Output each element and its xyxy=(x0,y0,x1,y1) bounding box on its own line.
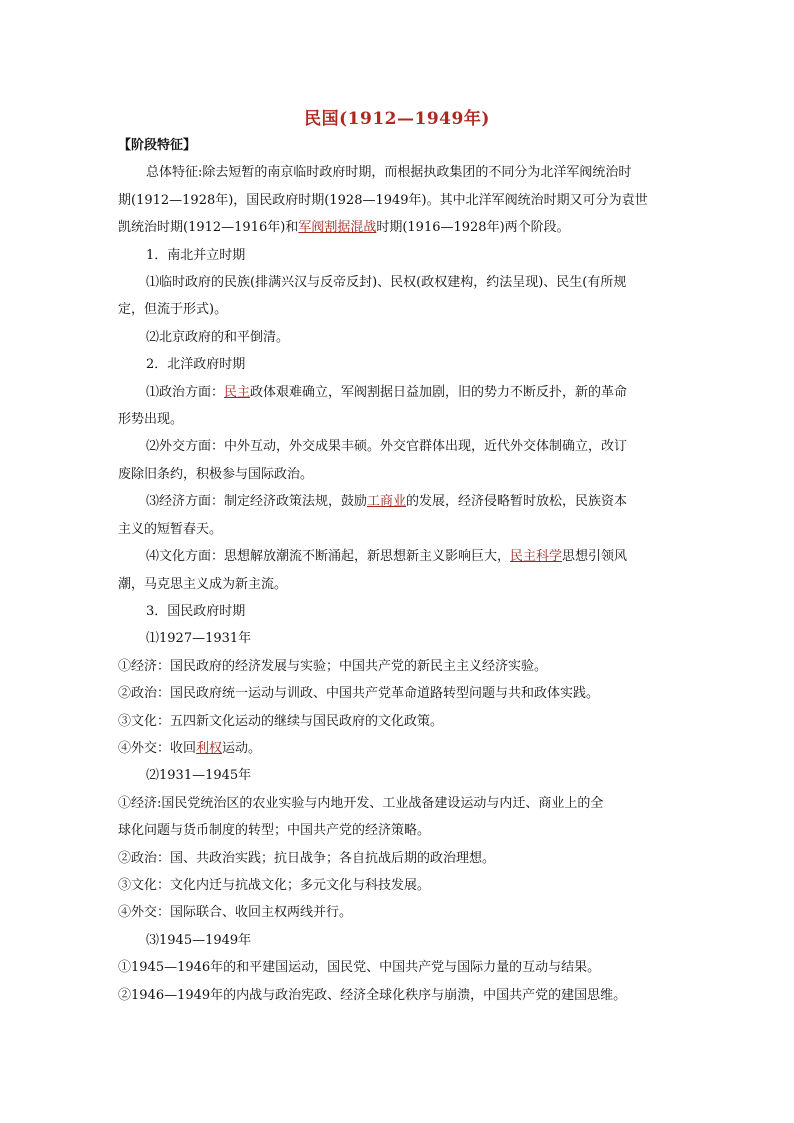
paragraph-line: 主义的短暂春天。 xyxy=(118,521,223,537)
paragraph-text: ⑷文化方面：思想解放潮流不断涌起，新思想新主义影响巨大， xyxy=(146,549,511,565)
paragraph-line: ⑵北京政府的和平倒清。 xyxy=(146,329,290,345)
overview-line xyxy=(118,214,678,241)
part3-heading: 3．国民政府时期 xyxy=(146,603,246,619)
list-item xyxy=(118,735,678,762)
paragraph-line: ⑴临时政府的民族(排满兴汉与反帝反封)、民权(政权建构，约法呈现)、民生(有所规 xyxy=(146,275,627,291)
paragraph-line: 废除旧条约，积极参与国际政治。 xyxy=(118,466,314,482)
democracy-science-link[interactable]: 民主科学 xyxy=(510,549,563,565)
paragraph-text: ⑴政治方面： xyxy=(146,384,225,400)
paragraph-line: 潮，马克思主义成为新主流。 xyxy=(118,576,288,592)
overview-line: 总体特征:除去短暂的南京临时政府时期，而根据执政集团的不同分为北洋军阀统治时 xyxy=(146,165,632,181)
subperiod-heading: ⑵1931—1945年 xyxy=(146,768,252,784)
list-item: ③文化：文化内迁与抗战文化；多元文化与科技发展。 xyxy=(118,877,431,893)
paragraph-line xyxy=(118,379,678,406)
list-item: ②1946—1949年的内战与政治宪政、经济全球化秩序与崩溃，中国共产党的建国思维。 xyxy=(118,987,627,1003)
overview-text: 时期(1916—1928年)两个阶段。 xyxy=(376,220,570,236)
paragraph-line: 定，但流于形式)。 xyxy=(118,302,228,318)
list-text: ④外交：收回 xyxy=(118,740,197,756)
document-body xyxy=(118,132,678,1009)
list-item: ③文化：五四新文化运动的继续与国民政府的文化政策。 xyxy=(118,713,444,729)
democracy-link[interactable]: 民主 xyxy=(224,384,251,400)
overview-text: 凯统治时期(1912—1916年)和 xyxy=(118,220,299,236)
list-item: ②政治：国、共政治实践；抗日战争；各自抗战后期的政治理想。 xyxy=(118,850,496,866)
industry-commerce-link[interactable]: 工商业 xyxy=(367,494,407,510)
list-item: ①经济：国民政府的经济发展与实验；中国共产党的新民主主义经济实验。 xyxy=(118,658,548,674)
paragraph-line: 形势出现。 xyxy=(118,412,184,428)
paragraph-text: 思想引领风 xyxy=(562,549,628,565)
paragraph-text: 的发展，经济侵略暂时放松，民族资本 xyxy=(406,494,628,510)
overview-line: 期(1912—1928年)，国民政府时期(1928—1949年)。其中北洋军阀统治时期又可分为袁世 xyxy=(118,192,648,208)
list-item: ①1945—1946年的和平建国运动，国民党、中国共产党与国际力量的互动与结果。 xyxy=(118,960,601,976)
paragraph-line: ⑵外交方面：中外互动，外交成果丰硕。外交官群体出现，近代外交体制确立，改订 xyxy=(146,439,628,455)
paragraph-line xyxy=(118,543,678,570)
paragraph-line xyxy=(118,488,678,515)
list-item: ②政治：国民政府统一运动与训政、中国共产党革命道路转型问题与共和政体实践。 xyxy=(118,686,600,702)
page-title: 民国(1912—1949年) xyxy=(304,109,490,129)
part2-heading: 2．北洋政府时期 xyxy=(146,357,246,373)
subperiod-heading: ⑶1945—1949年 xyxy=(146,932,252,948)
list-text: 运动。 xyxy=(222,740,262,756)
part1-heading: 1．南北并立时期 xyxy=(146,247,246,263)
list-item: ①经济:国民党统治区的农业实验与内地开发、工业战备建设运动与内迁、商业上的全 xyxy=(118,795,604,811)
list-item: ④外交：国际联合、收回主权两线并行。 xyxy=(118,905,353,921)
section-heading: 【阶段特征】 xyxy=(118,138,197,153)
subperiod-heading: ⑴1927—1931年 xyxy=(146,631,252,647)
paragraph-text: ⑶经济方面：制定经济政策法规，鼓励 xyxy=(146,494,368,510)
warlord-link[interactable]: 军阀割据混战 xyxy=(298,220,377,236)
list-item: 球化问题与货币制度的转型；中国共产党的经济策略。 xyxy=(118,823,431,839)
rights-link[interactable]: 利权 xyxy=(196,740,223,756)
paragraph-text: 政体艰难确立，军阀割据日益加剧，旧的势力不断反扑，新的革命 xyxy=(250,384,628,400)
